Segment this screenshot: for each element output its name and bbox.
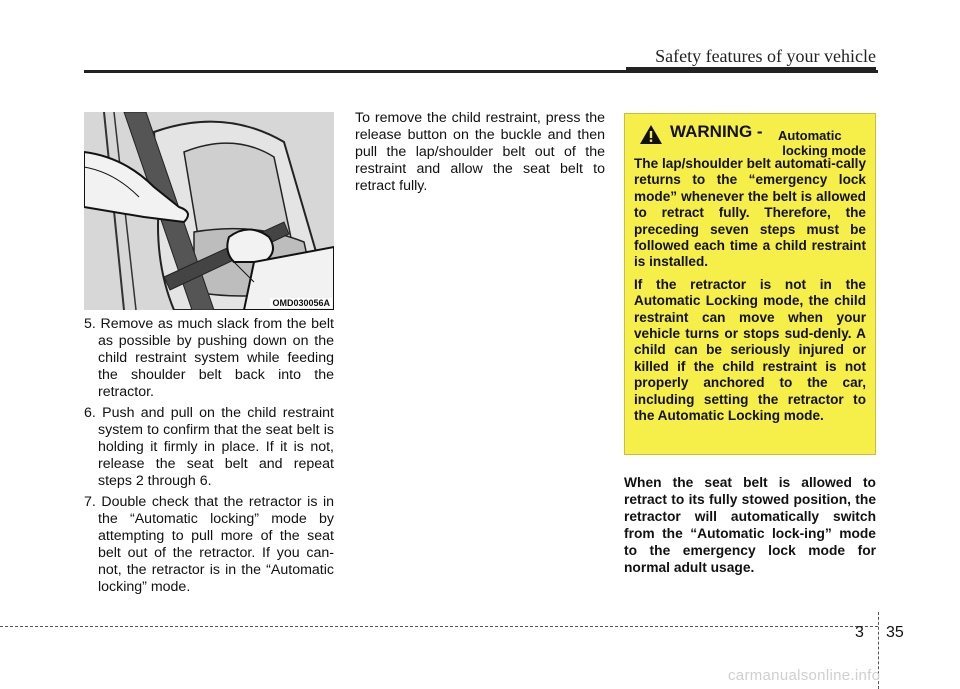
footer-dashed-rule: [0, 626, 878, 627]
chapter-number: 3: [855, 624, 864, 641]
steps-column: [84, 316, 334, 600]
warning-paragraph-2: If the retractor is not in the Automatic Locking mode, the child restraint can move when your vehicle turns or stops sud-denly. A child can be seriously injured or killed if the child restraint is not properly anchored to the car, including setting the retractor to the Automatic Locking mode.: [634, 276, 866, 424]
watermark: carmanualsonline.info: [728, 667, 881, 684]
page-number: 35: [886, 624, 904, 641]
warning-label: WARNING -: [670, 122, 763, 141]
removal-paragraph: To remove the child restraint, press the release button on the buckle and then pull the lap/shoulder belt out of the restraint and allow the seat belt to retract fully.: [355, 110, 605, 194]
figure-code: OMD030056A: [272, 298, 330, 308]
step-5: 5. Remove as much slack from the belt as possible by pushing down on the child restraint system while feeding the shoulder belt back into the retractor.: [84, 316, 334, 400]
child-seat-illustration: [84, 112, 334, 310]
warning-box: [624, 113, 876, 455]
header-rule-accent: [626, 67, 876, 73]
child-seat-drawing: [84, 112, 334, 310]
warning-topic-line1: Automatic: [778, 128, 842, 143]
warning-triangle-icon: [639, 124, 663, 145]
warning-header: [634, 122, 866, 156]
header-title: Safety features of your vehicle: [655, 46, 876, 66]
warning-topic-line2: locking mode: [782, 143, 866, 158]
step-7: 7. Double check that the retractor is in the “Automatic locking” mode by attempting to pull more of the seat belt out of the retractor. If you can-not, the retractor is in the “Automatic locking” mode.: [84, 494, 334, 595]
step-6: 6. Push and pull on the child restraint system to confirm that the seat belt is holding it firmly in place. If it is not, release the seat belt and repeat steps 2 through 6.: [84, 405, 334, 489]
warning-paragraph-1: The lap/shoulder belt automati-cally returns to the “emergency lock mode” whenever the belt is allowed to retract fully. Therefore, the preceding seven steps must be followed each time a child restraint is installed.: [634, 156, 866, 270]
stowed-position-paragraph: When the seat belt is allowed to retract to its fully stowed position, the retractor will automatically switch from the “Automatic lock-ing” mode to the emergency lock mode for normal adult usage.: [624, 475, 876, 575]
